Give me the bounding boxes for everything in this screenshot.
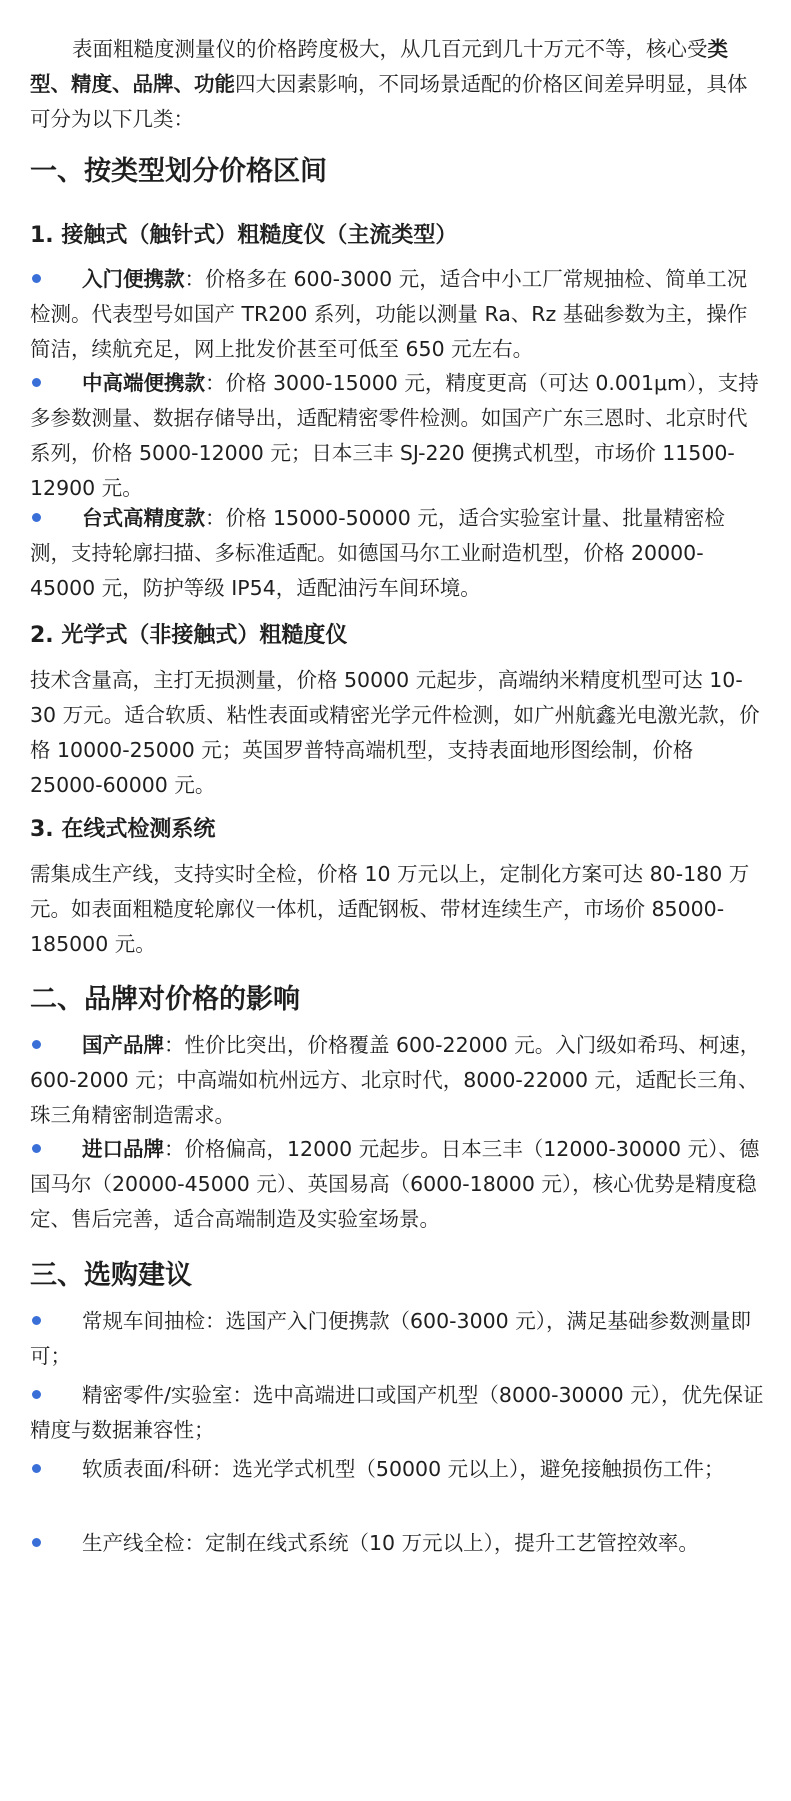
bullet-icon	[32, 274, 41, 283]
list-item: 入门便携款：价格多在 600-3000 元，适合中小工厂常规抽检、简单工况检测。代表型号如国产 TR200 系列，功能以测量 Ra、Rz 基础参数为主，操作简洁，续航充足，网上批发价甚至可低至 650 元左右。	[30, 267, 748, 361]
section-3-heading: 三、选购建议	[30, 1260, 192, 1291]
bullet-icon	[32, 1538, 41, 1547]
intro-paragraph: 表面粗糙度测量仪的价格跨度极大，从几百元到几十万元不等，核心受类型、精度、品牌、功能四大因素影响，不同场景适配的价格区间差异明显，具体可分为以下几类：	[30, 37, 748, 131]
sub-2-paragraph: 技术含量高，主打无损测量，价格 50000 元起步，高端纳米精度机型可达 10-30 万元。适合软质、粘性表面或精密光学元件检测，如广州航鑫光电激光款，价格 10000-25000 元；英国罗普特高端机型，支持表面地形图绘制，价格 25000-60000 元。	[30, 668, 760, 797]
list-item: 进口品牌：价格偏高，12000 元起步。日本三丰（12000-30000 元）、德国马尔（20000-45000 元）、英国易高（6000-18000 元），核心优势是精度稳定、售后完善，适合高端制造及实验室场景。	[30, 1137, 760, 1231]
bullet-icon	[32, 513, 41, 522]
list-item: 生产线全检：定制在线式系统（10 万元以上），提升工艺管控效率。	[30, 1526, 765, 1561]
bullet-icon	[32, 1464, 41, 1473]
bullet-icon	[32, 1144, 41, 1153]
sub-1-heading: 1. 接触式（触针式）粗糙度仪（主流类型）	[30, 223, 458, 248]
intro-bold: 类型、精度、品牌、功能	[30, 37, 728, 96]
bullet-icon	[32, 378, 41, 387]
list-item: 中高端便携款：价格 3000-15000 元，精度更高（可达 0.001μm），支持多参数测量、数据存储导出，适配精密零件检测。如国产广东三恩时、北京时代系列，价格 5000-12000 元；日本三丰 SJ-220 便携式机型，市场价 11500-12900 元。	[30, 371, 759, 500]
list-item: 精密零件/实验室：选中高端进口或国产机型（8000-30000 元），优先保证精度与数据兼容性；	[30, 1383, 764, 1442]
list-item: 常规车间抽检：选国产入门便携款（600-3000 元），满足基础参数测量即可；	[30, 1309, 751, 1368]
list-item: 软质表面/科研：选光学式机型（50000 元以上），避免接触损伤工件；	[30, 1452, 765, 1487]
bullet-icon	[32, 1040, 41, 1049]
sub-3-paragraph: 需集成生产线，支持实时全检，价格 10 万元以上，定制化方案可达 80-180 万元。如表面粗糙度轮廓仪一体机，适配钢板、带材连续生产，市场价 85000-185000 元。	[30, 862, 750, 956]
section-2-heading: 二、品牌对价格的影响	[30, 984, 300, 1015]
bullet-icon	[32, 1390, 41, 1399]
bullet-icon	[32, 1316, 41, 1325]
sub-3-heading: 3. 在线式检测系统	[30, 817, 216, 842]
list-item: 国产品牌：性价比突出，价格覆盖 600-22000 元。入门级如希玛、柯速，600-2000 元；中高端如杭州远方、北京时代，8000-22000 元，适配长三角、珠三角精密制造需求。	[30, 1033, 761, 1127]
sub-2-heading: 2. 光学式（非接触式）粗糙度仪	[30, 623, 348, 648]
list-item: 台式高精度款：价格 15000-50000 元，适合实验室计量、批量精密检测，支持轮廓扫描、多标准适配。如德国马尔工业耐造机型，价格 20000-45000 元，防护等级 IP54，适配油污车间环境。	[30, 506, 725, 600]
section-1-heading: 一、按类型划分价格区间	[30, 156, 327, 187]
